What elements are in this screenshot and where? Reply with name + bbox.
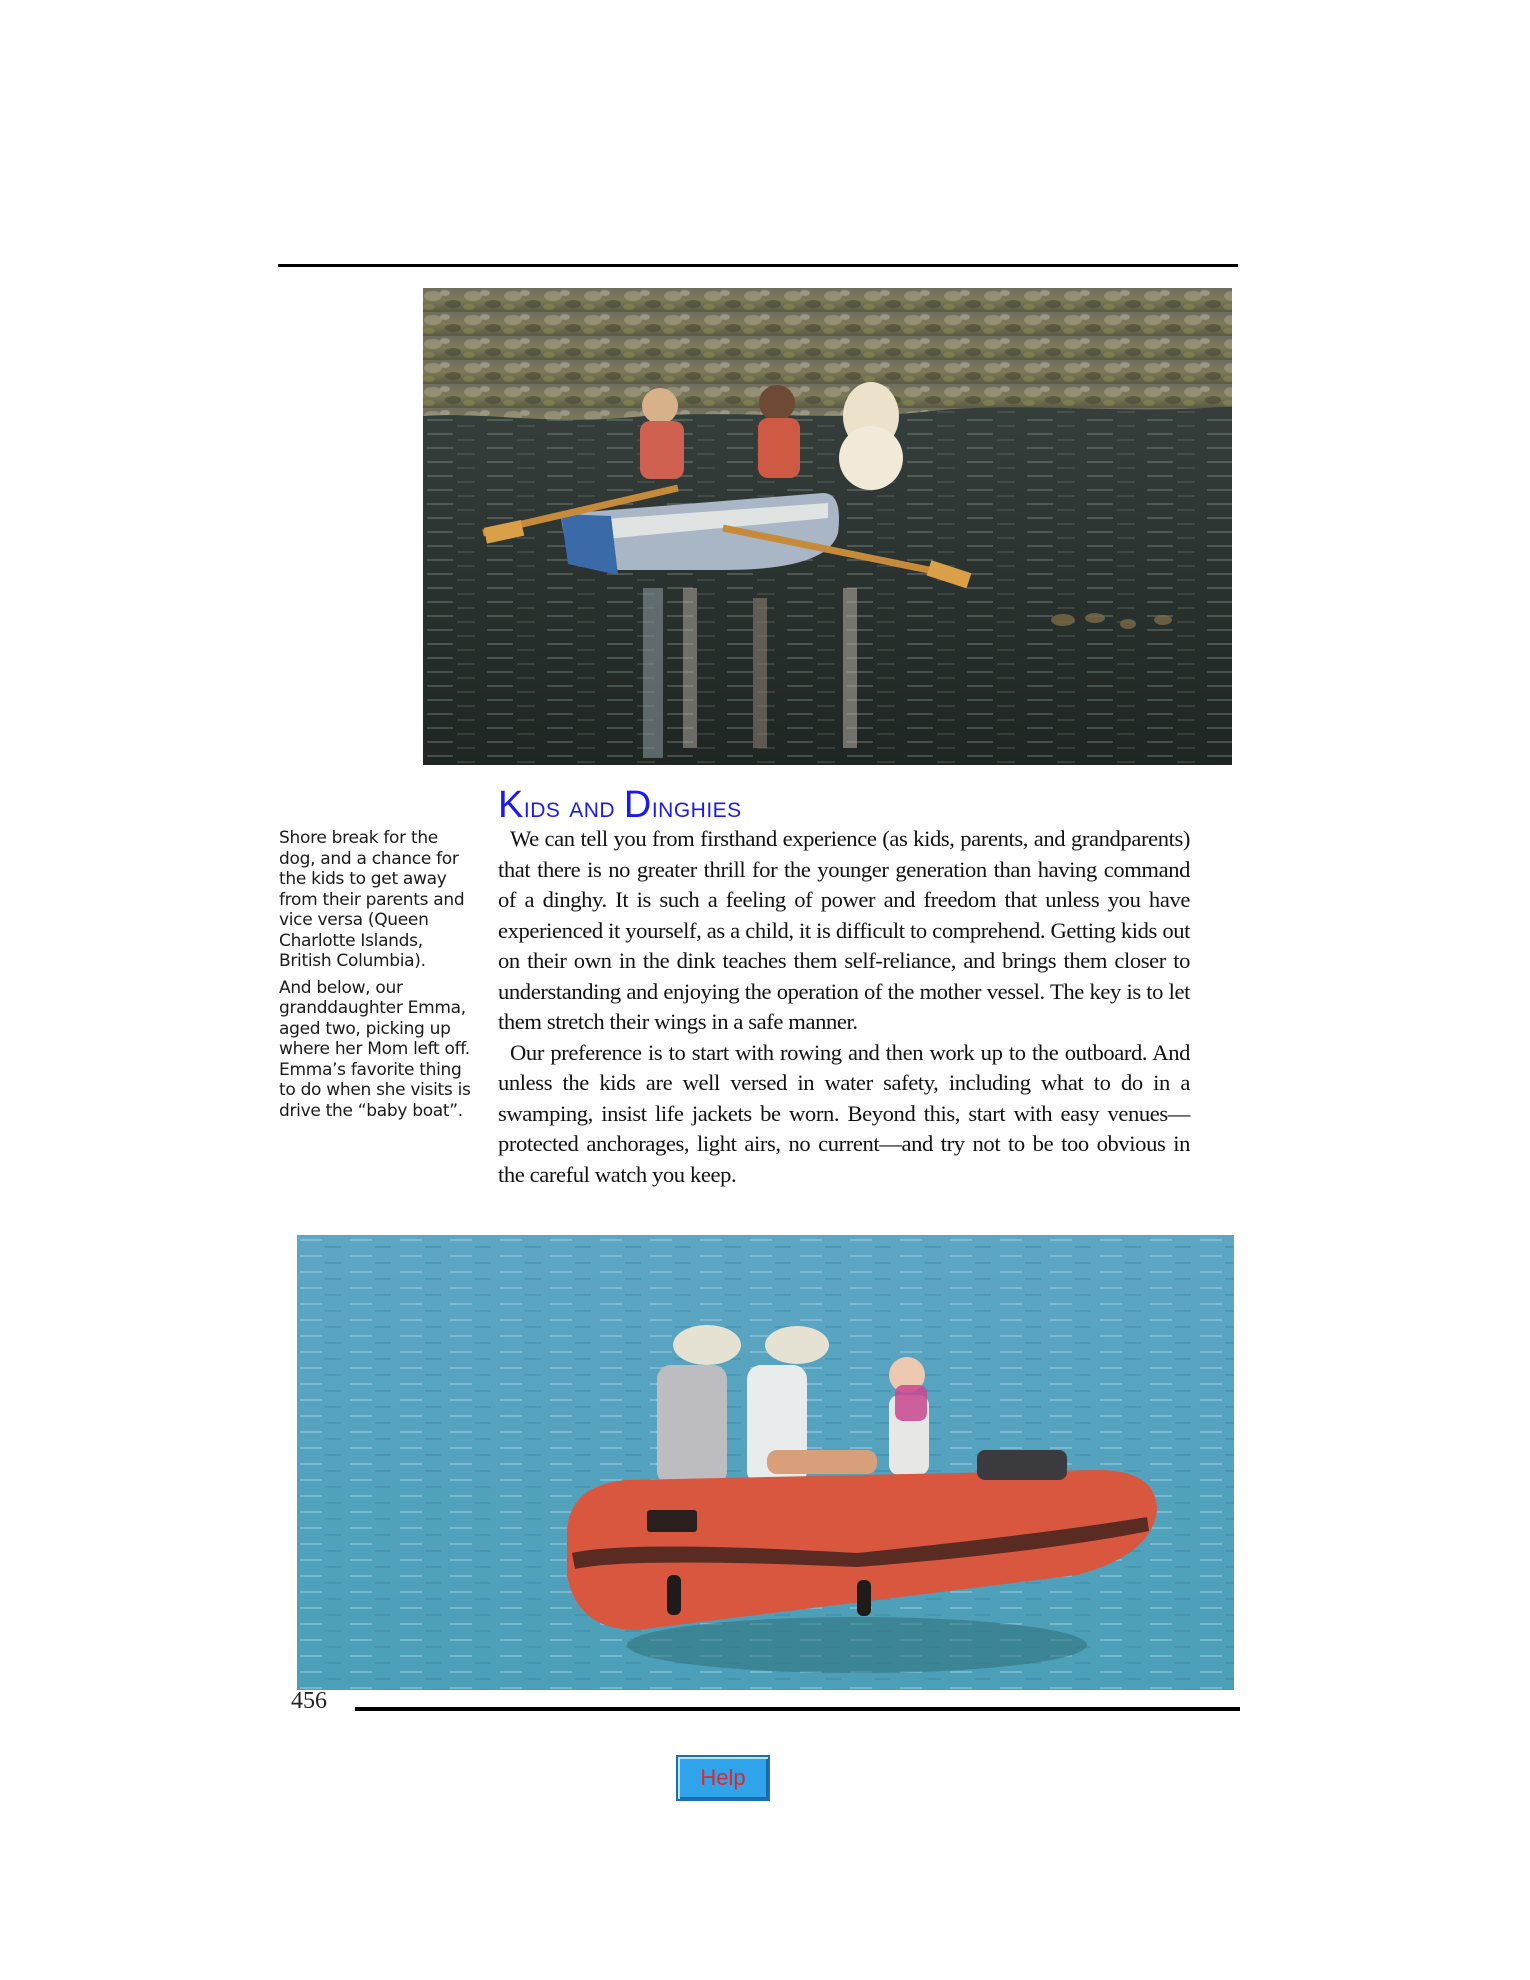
page-number: 456	[291, 1688, 327, 1714]
body-paragraph: We can tell you from firsthand experience (as kids, parents, and grandparents) that there is no greater thrill for the younger generation than having command of a dinghy. It is such a feeling of power and freedom that unless you have experienced it yourself, as a child, it is difficult to comprehend. Getting kids out on their own in the dink teaches them self-reliance, and brings them closer to understanding and enjoying the operation of the mother vessel. The key is to let them stretch their wings in a safe manner.	[498, 826, 1190, 1034]
photo-kids-rowboat	[423, 288, 1232, 765]
heading-part-1: ids and	[523, 791, 624, 824]
body-paragraph: Our preference is to start with rowing and then work up to the outboard. And unless the kids are well versed in water safety, including what to do in a swamping, insist life jackets be worn. Beyond this, start with easy venues—protected anchorages, light airs, no current—and try not to be too obvious in the careful watch you keep.	[498, 1039, 1190, 1187]
sidebar-caption	[279, 828, 479, 1127]
help-button[interactable]: Help	[676, 1755, 770, 1801]
bottom-rule	[355, 1707, 1240, 1711]
body-text	[498, 824, 1190, 1190]
caption-paragraph: And below, our granddaughter Emma, aged two, picking up where her Mom left off. Emma’s favorite thing to do when she visits is drive the “baby boat”.	[279, 977, 471, 1121]
top-rule	[278, 264, 1238, 267]
heading-initial-2: D	[623, 784, 652, 826]
photo-inflatable-dinghy	[297, 1235, 1234, 1690]
caption-paragraph: Shore break for the dog, and a chance for the kids to get away from their parents and vice versa (Queen Charlotte Islands, British Columbia).	[279, 828, 465, 971]
heading-initial-1: K	[498, 784, 524, 826]
heading-part-2: inghies	[651, 791, 742, 824]
